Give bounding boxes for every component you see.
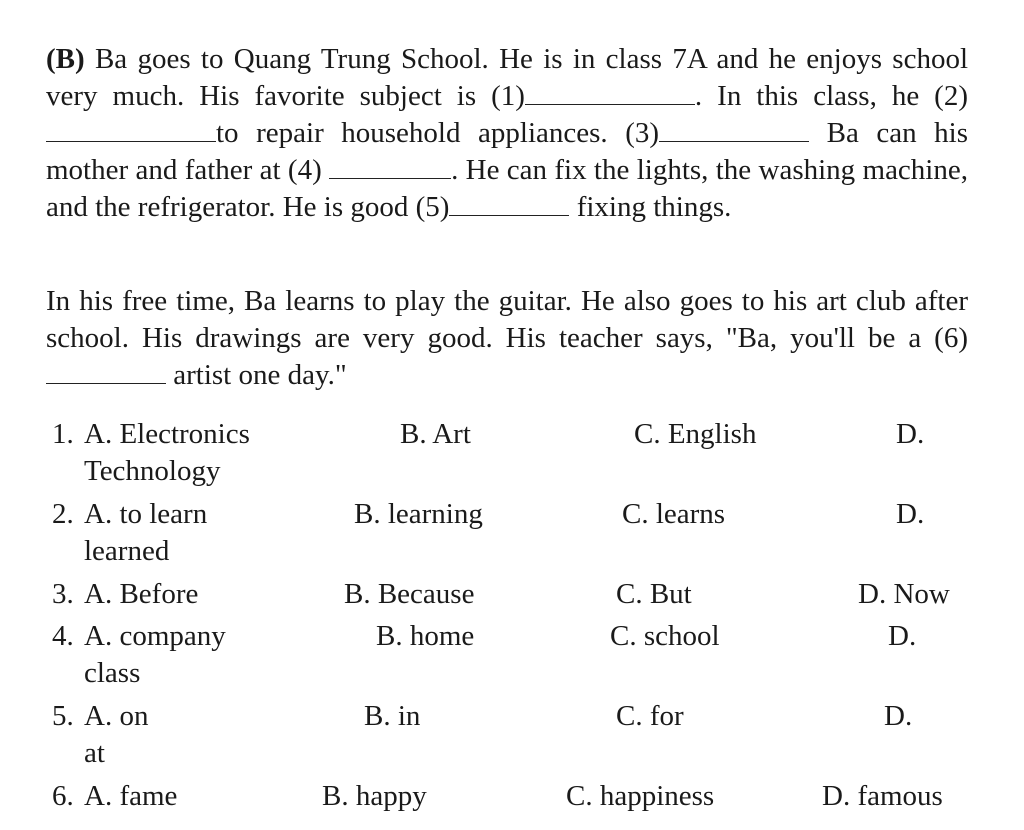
option-a[interactable]: A. Electronics [84, 418, 250, 450]
passage-text: Ba can his mother and father at (4) [46, 117, 968, 186]
option-b[interactable]: B. happy [322, 780, 427, 812]
option-b[interactable]: B. in [364, 700, 421, 732]
passage-text: artist one day." [166, 359, 347, 391]
question-4 [0, 620, 1024, 700]
option-c[interactable]: C. for [616, 700, 684, 732]
question-5 [0, 700, 1024, 780]
option-c[interactable]: C. happiness [566, 780, 715, 812]
option-d[interactable]: D. famous [822, 780, 943, 812]
option-a[interactable]: A. fame [84, 780, 178, 812]
question-number: 6. [52, 780, 74, 812]
passage-text: Ba goes to Quang Trung School. He is in class 7A and he enjoys school very much. His favorite subject is (1) [46, 43, 969, 112]
option-b[interactable]: B. home [376, 620, 475, 652]
option-b[interactable]: B. learning [354, 498, 483, 530]
question-number: 2. [52, 498, 74, 530]
passage-paragraph-2 [46, 283, 968, 394]
blank-6[interactable] [46, 357, 166, 384]
option-d[interactable]: D. [896, 498, 925, 530]
option-d[interactable]: D. [896, 418, 925, 450]
question-1 [0, 418, 1024, 498]
option-b[interactable]: B. Art [400, 418, 471, 450]
option-a[interactable]: A. on [84, 700, 149, 732]
passage-text: . He can fix the lights, the washing machine, and the refrigerator. He is good (5) [46, 154, 968, 223]
passage-text: . In this class, he (2) [694, 80, 968, 112]
passage-label: (B) [46, 43, 85, 75]
option-b[interactable]: B. Because [344, 578, 475, 610]
question-2 [0, 498, 1024, 578]
option-a[interactable]: A. Before [84, 578, 199, 610]
option-c[interactable]: C. school [610, 620, 720, 652]
option-a[interactable]: A. to learn [84, 498, 208, 530]
question-number: 1. [52, 418, 74, 450]
blank-2[interactable] [46, 115, 216, 142]
question-number: 4. [52, 620, 74, 652]
blank-4[interactable] [329, 152, 451, 179]
passage-paragraph-1 [46, 41, 968, 226]
question-6 [0, 780, 1024, 824]
blank-1[interactable] [525, 78, 695, 105]
option-d[interactable]: D. [888, 620, 917, 652]
option-d[interactable]: D. [884, 700, 913, 732]
option-d[interactable]: D. Now [858, 578, 950, 610]
blank-5[interactable] [449, 189, 569, 216]
passage-text: to repair household appliances. (3) [216, 117, 660, 149]
question-number: 5. [52, 700, 74, 732]
passage-text: In his free time, Ba learns to play the guitar. He also goes to his art club after school. His drawings are very good. His teacher says, "Ba, you'll be a (6) [46, 285, 968, 354]
option-d-text[interactable]: at [84, 737, 105, 769]
option-d-text[interactable]: class [84, 657, 141, 689]
option-d-text[interactable]: learned [84, 535, 170, 567]
question-number: 3. [52, 578, 74, 610]
option-c[interactable]: C. But [616, 578, 692, 610]
option-c[interactable]: C. learns [622, 498, 726, 530]
option-a[interactable]: A. company [84, 620, 226, 652]
option-d-text[interactable]: Technology [84, 455, 221, 487]
blank-3[interactable] [659, 115, 809, 142]
passage-text: fixing things. [569, 191, 732, 223]
option-c[interactable]: C. English [634, 418, 757, 450]
